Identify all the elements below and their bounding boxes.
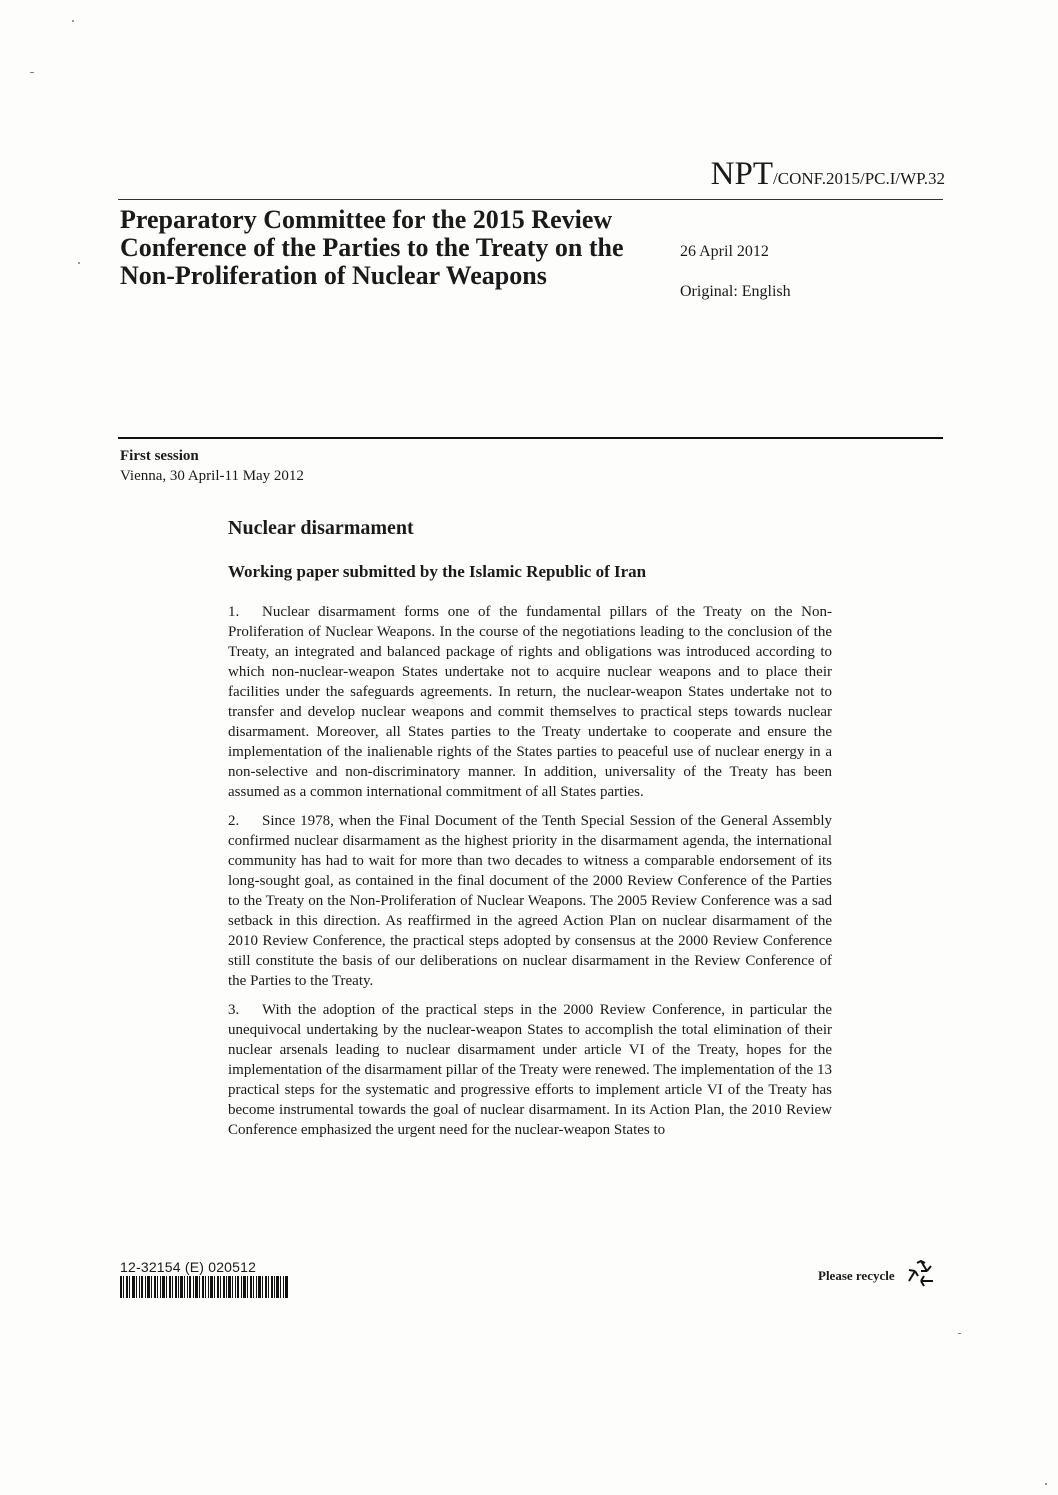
document-heading: Nuclear disarmament (228, 517, 414, 539)
paragraph-number: 3. (228, 1002, 240, 1018)
recycle-icon (905, 1258, 937, 1288)
symbol-npt: NPT (710, 156, 774, 192)
document-code: 12-32154 (E) 020512 (120, 1259, 257, 1275)
paragraph-2 (228, 811, 832, 991)
original-language: Original: English (680, 283, 791, 300)
scan-speck (72, 20, 74, 22)
session-name: First session (120, 448, 199, 464)
committee-title: Preparatory Committee for the 2015 Review Conference of the Parties to the Treaty on the Non-Proliferation of Nuclear Weapons (120, 205, 624, 290)
scan-speck (958, 1333, 961, 1334)
session-venue: Vienna, 30 April-11 May 2012 (120, 468, 304, 484)
paragraph-1 (228, 602, 832, 802)
scan-speck (1045, 1483, 1047, 1485)
paragraph-text: Nuclear disarmament forms one of the fundamental pillars of the Treaty on the Non-Proliferation of Nuclear Weapons. In the course of the negotiations leading to the conclusion of the Treaty, an integrated and balanced package of rights and obligations was introduced according to which non-nuclear-weapon States undertake not to acquire nuclear weapons and to place their facilities under the safeguards agreements. In return, the nuclear-weapon States undertake not to transfer and develop nuclear weapons and commit themselves to practical steps towards nuclear disarmament. Moreover, all States parties to the Treaty undertake to cooperate and ensure the implementation of the inalienable rights of the States parties to peaceful use of nuclear energy in a non-selective and non-discriminatory manner. In addition, universality of the Treaty has been assumed as a common international commitment of all States parties. (228, 604, 832, 800)
recycle-label: Please recycle (818, 1268, 895, 1283)
document-symbol (711, 158, 945, 191)
document-body (228, 602, 832, 1149)
paragraph-number: 1. (228, 604, 240, 620)
paragraph-text: Since 1978, when the Final Document of the Tenth Special Session of the General Assembly confirmed nuclear disarmament as the highest priority in the disarmament agenda, the international community has had to wait for more than two decades to witness a comparable endorsement of its long-sought goal, as contained in the final document of the 2000 Review Conference of the Parties to the Treaty on the Non-Proliferation of Nuclear Weapons. The 2005 Review Conference was a sad setback in this direction. As reaffirmed in the agreed Action Plan on nuclear disarmament of the 2010 Review Conference, the practical steps adopted by consensus at the 2000 Review Conference still constitute the basis of our deliberations on nuclear disarmament in the Review Conference of the Parties to the Treaty. (228, 813, 832, 989)
header-rule (118, 199, 943, 200)
barcode-icon (120, 1276, 288, 1298)
session-rule (118, 437, 943, 439)
scan-speck (30, 72, 34, 73)
paragraph-text: With the adoption of the practical steps in the 2000 Review Conference, in particular the unequivocal undertaking by the nuclear-weapon States to accomplish the total elimination of their nuclear arsenals leading to nuclear disarmament under article VI of the Treaty, hopes for the implementation of the disarmament pillar of the Treaty were renewed. The implementation of the 13 practical steps for the systematic and progressive efforts to implement article VI of the Treaty has become instrumental towards the goal of nuclear disarmament. In its Action Plan, the 2010 Review Conference emphasized the urgent need for the nuclear-weapon States to (228, 1002, 832, 1138)
document-date: 26 April 2012 (680, 243, 769, 260)
document-subheading: Working paper submitted by the Islamic Republic of Iran (228, 562, 647, 581)
scan-speck (78, 262, 80, 264)
paragraph-3 (228, 1000, 832, 1140)
paragraph-number: 2. (228, 813, 240, 829)
symbol-code: /CONF.2015/PC.I/WP.32 (773, 169, 945, 188)
